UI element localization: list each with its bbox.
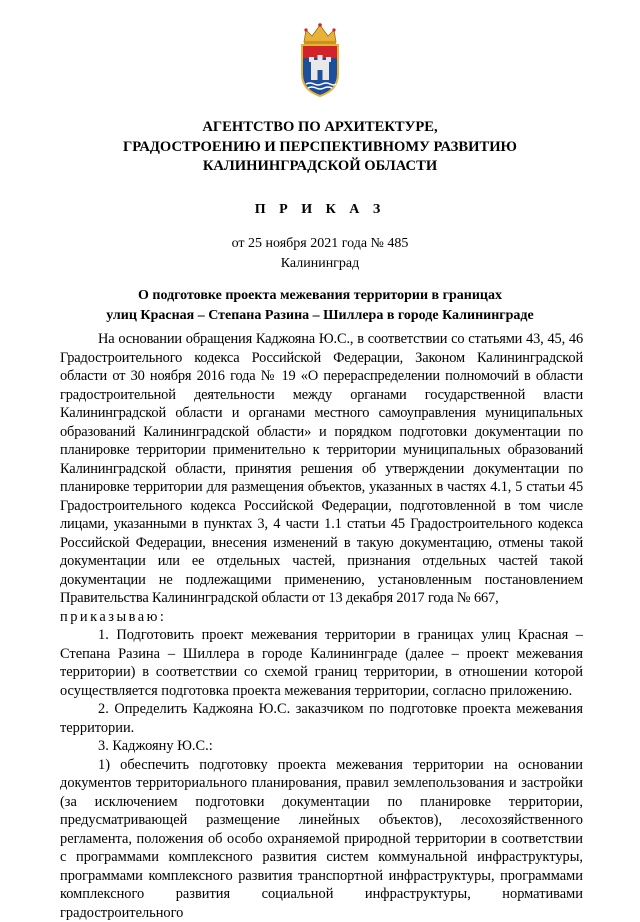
document-type: П Р И К А З (0, 202, 640, 218)
order-word: приказываю: (60, 609, 166, 625)
order-subject (0, 286, 640, 325)
agency-line-1: АГЕНТСТВО ПО АРХИТЕКТУРЕ, (0, 118, 640, 138)
city: Калининград (0, 254, 640, 274)
agency-line-3: КАЛИНИНГРАДСКОЙ ОБЛАСТИ (0, 157, 640, 177)
order-body (60, 330, 583, 922)
preamble-paragraph: На основании обращения Каджояна Ю.С., в соответствии со статьями 43, 45, 46 Градостроительного кодекса Российской Федерации, Законом Калининградской области от 30 ноября 2016 года № 19 «О перераспределении полномочий в области градостроительной деятельности между органами государственной власти Калининградской области и органами местного самоуправления муниципальных образований Калининградской области» и порядком подготовки документации по планировке территории применительно к территории муниципальных образований Калининградской области, принятия решения об утверждении документации по планировке территории для размещения объектов, указанных в частях 4.1, 5 статьи 45 Градостроительного кодекса Российской Федерации, подготовленной в том числе лицами, указанными в пунктах 3, 4 части 1.1 статьи 45 Градостроительного кодекса Российской Федерации, внесения изменений в такую документацию, отмены такой документации или ее отдельных частей, признания отдельных частей такой документации не подлежащими применению, установленным постановлением Правительства Калининградской области от 13 декабря 2017 года № 667, (60, 330, 583, 608)
subject-line-1: О подготовке проекта межевания территории в границах (0, 286, 640, 306)
item-1: 1. Подготовить проект межевания территории в границах улиц Красная – Степана Разина – Шиллера в городе Калининграде (далее – проект межевания территории) в соответствии со схемой границ территории, в отношении которой осуществляется подготовка проекта межевания территории, согласно приложению. (60, 626, 583, 700)
date-number: от 25 ноября 2021 года № 485 (0, 234, 640, 254)
kaliningrad-coat-of-arms-icon (298, 22, 342, 98)
item-3-1: 1) обеспечить подготовку проекта межевания территории на основании документов территориального планирования, правил землепользования и застройки (за исключением подготовки документации по планировке территории, предусматривающей размещение линейных объектов), лесохозяйственного регламента, положения об особо охраняемой природной территории в соответствии с программами комплексного развития систем коммунальной инфраструктуры, программами комплексного развития транспортной инфраструктуры, программами комплексного развития социальной инфраструктуры, нормативами градостроительного (60, 756, 583, 922)
item-2: 2. Определить Каджояна Ю.С. заказчиком по подготовке проекта межевания территории. (60, 700, 583, 737)
subject-line-2: улиц Красная – Степана Разина – Шиллера в городе Калининграде (0, 306, 640, 326)
agency-line-2: ГРАДОСТРОЕНИЮ И ПЕРСПЕКТИВНОМУ РАЗВИТИЮ (0, 138, 640, 158)
item-3: 3. Каджояну Ю.С.: (60, 737, 583, 756)
agency-name (0, 118, 640, 177)
order-word-line (60, 608, 583, 627)
date-and-number-block (0, 234, 640, 274)
